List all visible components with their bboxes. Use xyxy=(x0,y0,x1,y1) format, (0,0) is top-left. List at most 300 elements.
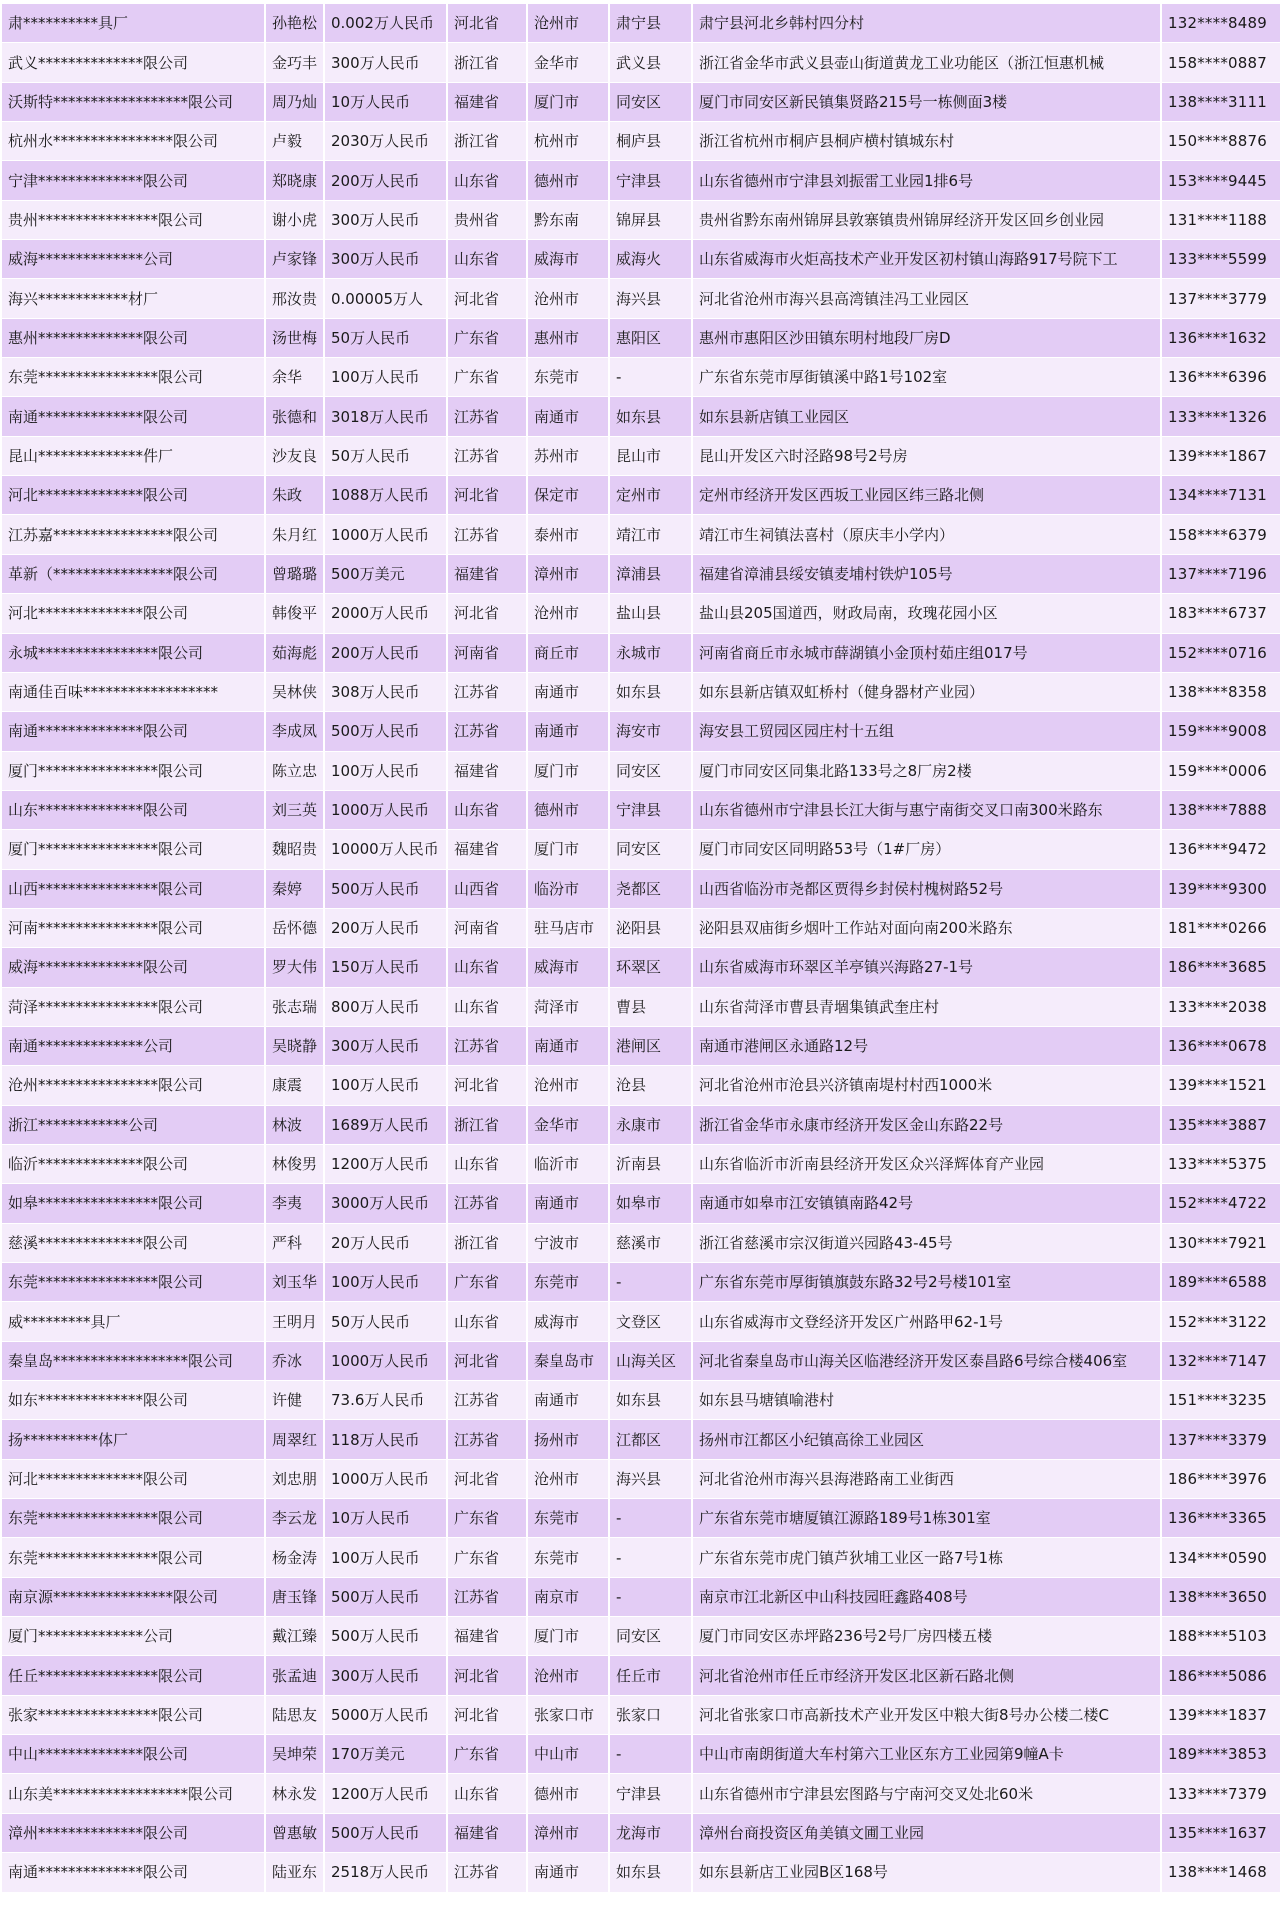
registered-capital-cell: 73.6万人民币 xyxy=(325,1381,446,1419)
phone-cell: 138****3650 xyxy=(1162,1578,1280,1616)
district-cell: 宁津县 xyxy=(610,161,691,199)
district-cell: 如东县 xyxy=(610,1381,691,1419)
legal-rep-cell: 刘玉华 xyxy=(266,1263,323,1301)
province-cell: 广东省 xyxy=(448,1263,526,1301)
phone-cell: 151****3235 xyxy=(1162,1381,1280,1419)
table-row xyxy=(2,634,1280,672)
registered-capital-cell: 100万人民币 xyxy=(325,358,446,396)
table-row xyxy=(2,1578,1280,1616)
table-row xyxy=(2,1853,1280,1891)
district-cell: 永康市 xyxy=(610,1106,691,1144)
company-name-cell: 昆山**************件厂 xyxy=(2,437,264,475)
district-cell: 武义县 xyxy=(610,43,691,81)
legal-rep-cell: 罗大伟 xyxy=(266,948,323,986)
table-row xyxy=(2,1342,1280,1380)
province-cell: 江苏省 xyxy=(448,1184,526,1222)
registered-capital-cell: 5000万人民币 xyxy=(325,1696,446,1734)
legal-rep-cell: 吴坤荣 xyxy=(266,1735,323,1773)
address-cell: 山东省威海市火炬高技术产业开发区初村镇山海路917号院下工 xyxy=(693,240,1160,278)
district-cell: 同安区 xyxy=(610,1617,691,1655)
phone-cell: 138****7888 xyxy=(1162,791,1280,829)
phone-cell: 132****8489 xyxy=(1162,4,1280,42)
city-cell: 南通市 xyxy=(528,1381,608,1419)
table-row xyxy=(2,1617,1280,1655)
company-name-cell: 扬**********体厂 xyxy=(2,1420,264,1458)
legal-rep-cell: 吴晓静 xyxy=(266,1027,323,1065)
district-cell: 慈溪市 xyxy=(610,1224,691,1262)
district-cell: 海兴县 xyxy=(610,1460,691,1498)
address-cell: 河北省沧州市沧县兴济镇南堤村村西1000米 xyxy=(693,1066,1160,1104)
legal-rep-cell: 林永发 xyxy=(266,1774,323,1812)
phone-cell: 139****9300 xyxy=(1162,870,1280,908)
phone-cell: 137****7196 xyxy=(1162,555,1280,593)
registered-capital-cell: 200万人民币 xyxy=(325,634,446,672)
table-row xyxy=(2,1145,1280,1183)
city-cell: 南通市 xyxy=(528,397,608,435)
city-cell: 厦门市 xyxy=(528,830,608,868)
address-cell: 海安县工贸园区园庄村十五组 xyxy=(693,712,1160,750)
address-cell: 惠州市惠阳区沙田镇东明村地段厂房D xyxy=(693,319,1160,357)
phone-cell: 136****3365 xyxy=(1162,1499,1280,1537)
legal-rep-cell: 周翠红 xyxy=(266,1420,323,1458)
company-name-cell: 东莞****************限公司 xyxy=(2,1499,264,1537)
company-name-cell: 如皋****************限公司 xyxy=(2,1184,264,1222)
legal-rep-cell: 曾璐璐 xyxy=(266,555,323,593)
registered-capital-cell: 500万人民币 xyxy=(325,870,446,908)
phone-cell: 139****1521 xyxy=(1162,1066,1280,1104)
address-cell: 广东省东莞市塘厦镇江源路189号1栋301室 xyxy=(693,1499,1160,1537)
legal-rep-cell: 朱政 xyxy=(266,476,323,514)
city-cell: 威海市 xyxy=(528,948,608,986)
address-cell: 广东省东莞市厚街镇旗鼓东路32号2号楼101室 xyxy=(693,1263,1160,1301)
table-row xyxy=(2,712,1280,750)
province-cell: 浙江省 xyxy=(448,1106,526,1144)
phone-cell: 186****3976 xyxy=(1162,1460,1280,1498)
phone-cell: 133****2038 xyxy=(1162,988,1280,1026)
province-cell: 江苏省 xyxy=(448,397,526,435)
province-cell: 福建省 xyxy=(448,1814,526,1852)
company-name-cell: 东莞****************限公司 xyxy=(2,358,264,396)
company-name-cell: 江苏嘉****************限公司 xyxy=(2,515,264,553)
phone-cell: 189****3853 xyxy=(1162,1735,1280,1773)
legal-rep-cell: 张志瑞 xyxy=(266,988,323,1026)
district-cell: 定州市 xyxy=(610,476,691,514)
phone-cell: 181****0266 xyxy=(1162,909,1280,947)
registered-capital-cell: 300万人民币 xyxy=(325,201,446,239)
table-row xyxy=(2,830,1280,868)
table-row xyxy=(2,1184,1280,1222)
company-name-cell: 肃**********具厂 xyxy=(2,4,264,42)
province-cell: 山东省 xyxy=(448,1302,526,1340)
legal-rep-cell: 唐玉锋 xyxy=(266,1578,323,1616)
table-row xyxy=(2,988,1280,1026)
phone-cell: 132****7147 xyxy=(1162,1342,1280,1380)
address-cell: 南通市如皋市江安镇镇南路42号 xyxy=(693,1184,1160,1222)
registered-capital-cell: 1000万人民币 xyxy=(325,791,446,829)
phone-cell: 189****6588 xyxy=(1162,1263,1280,1301)
company-table xyxy=(0,3,1280,1893)
district-cell: 如东县 xyxy=(610,397,691,435)
district-cell: 海兴县 xyxy=(610,279,691,317)
address-cell: 厦门市同安区赤坪路236号2号厂房四楼五楼 xyxy=(693,1617,1160,1655)
company-name-cell: 南通**************限公司 xyxy=(2,1853,264,1891)
company-name-cell: 杭州水****************限公司 xyxy=(2,122,264,160)
legal-rep-cell: 严科 xyxy=(266,1224,323,1262)
district-cell: 港闸区 xyxy=(610,1027,691,1065)
city-cell: 厦门市 xyxy=(528,752,608,790)
legal-rep-cell: 张孟迪 xyxy=(266,1656,323,1694)
registered-capital-cell: 0.00005万人 xyxy=(325,279,446,317)
address-cell: 漳州台商投资区角美镇文圃工业园 xyxy=(693,1814,1160,1852)
company-name-cell: 山东**************限公司 xyxy=(2,791,264,829)
address-cell: 浙江省金华市永康市经济开发区金山东路22号 xyxy=(693,1106,1160,1144)
company-name-cell: 如东**************限公司 xyxy=(2,1381,264,1419)
city-cell: 沧州市 xyxy=(528,1460,608,1498)
district-cell: 沧县 xyxy=(610,1066,691,1104)
district-cell: 尧都区 xyxy=(610,870,691,908)
table-row xyxy=(2,1656,1280,1694)
legal-rep-cell: 周乃灿 xyxy=(266,83,323,121)
legal-rep-cell: 杨金涛 xyxy=(266,1538,323,1576)
registered-capital-cell: 100万人民币 xyxy=(325,1066,446,1104)
city-cell: 泰州市 xyxy=(528,515,608,553)
address-cell: 盐山县205国道西，财政局南，玫瑰花园小区 xyxy=(693,594,1160,632)
company-name-cell: 河北**************限公司 xyxy=(2,594,264,632)
district-cell: 张家口 xyxy=(610,1696,691,1734)
company-name-cell: 东莞****************限公司 xyxy=(2,1263,264,1301)
company-name-cell: 沃斯特******************限公司 xyxy=(2,83,264,121)
province-cell: 河北省 xyxy=(448,1696,526,1734)
city-cell: 秦皇岛市 xyxy=(528,1342,608,1380)
phone-cell: 136****6396 xyxy=(1162,358,1280,396)
city-cell: 威海市 xyxy=(528,1302,608,1340)
legal-rep-cell: 金巧丰 xyxy=(266,43,323,81)
district-cell: 宁津县 xyxy=(610,791,691,829)
district-cell: - xyxy=(610,358,691,396)
address-cell: 浙江省慈溪市宗汉街道兴园路43-45号 xyxy=(693,1224,1160,1262)
phone-cell: 136****9472 xyxy=(1162,830,1280,868)
province-cell: 江苏省 xyxy=(448,1853,526,1891)
province-cell: 河南省 xyxy=(448,634,526,672)
district-cell: 宁津县 xyxy=(610,1774,691,1812)
phone-cell: 139****1867 xyxy=(1162,437,1280,475)
province-cell: 广东省 xyxy=(448,319,526,357)
table-row xyxy=(2,201,1280,239)
legal-rep-cell: 谢小虎 xyxy=(266,201,323,239)
province-cell: 江苏省 xyxy=(448,1578,526,1616)
company-name-cell: 南通佳百味****************** xyxy=(2,673,264,711)
table-row xyxy=(2,1420,1280,1458)
city-cell: 漳州市 xyxy=(528,1814,608,1852)
company-name-cell: 海兴************材厂 xyxy=(2,279,264,317)
province-cell: 河北省 xyxy=(448,1656,526,1694)
province-cell: 山东省 xyxy=(448,791,526,829)
legal-rep-cell: 刘忠朋 xyxy=(266,1460,323,1498)
table-row xyxy=(2,1735,1280,1773)
company-name-cell: 武义**************限公司 xyxy=(2,43,264,81)
registered-capital-cell: 500万美元 xyxy=(325,555,446,593)
district-cell: 肃宁县 xyxy=(610,4,691,42)
address-cell: 山东省威海市环翠区羊亭镇兴海路27-1号 xyxy=(693,948,1160,986)
phone-cell: 150****8876 xyxy=(1162,122,1280,160)
registered-capital-cell: 0.002万人民币 xyxy=(325,4,446,42)
city-cell: 东莞市 xyxy=(528,1499,608,1537)
address-cell: 昆山开发区六时泾路98号2号房 xyxy=(693,437,1160,475)
company-name-cell: 厦门****************限公司 xyxy=(2,752,264,790)
company-name-cell: 威*********具厂 xyxy=(2,1302,264,1340)
registered-capital-cell: 2000万人民币 xyxy=(325,594,446,632)
address-cell: 广东省东莞市厚街镇溪中路1号102室 xyxy=(693,358,1160,396)
province-cell: 江苏省 xyxy=(448,1027,526,1065)
province-cell: 河北省 xyxy=(448,1066,526,1104)
province-cell: 山东省 xyxy=(448,1774,526,1812)
district-cell: - xyxy=(610,1578,691,1616)
district-cell: 曹县 xyxy=(610,988,691,1026)
province-cell: 福建省 xyxy=(448,1617,526,1655)
registered-capital-cell: 1088万人民币 xyxy=(325,476,446,514)
table-row xyxy=(2,1774,1280,1812)
phone-cell: 139****1837 xyxy=(1162,1696,1280,1734)
table-row xyxy=(2,594,1280,632)
province-cell: 贵州省 xyxy=(448,201,526,239)
city-cell: 沧州市 xyxy=(528,1066,608,1104)
city-cell: 南通市 xyxy=(528,673,608,711)
company-name-cell: 厦门**************公司 xyxy=(2,1617,264,1655)
phone-cell: 135****3887 xyxy=(1162,1106,1280,1144)
district-cell: 盐山县 xyxy=(610,594,691,632)
phone-cell: 158****6379 xyxy=(1162,515,1280,553)
address-cell: 河北省张家口市高新技术产业开发区中粮大街8号办公楼二楼C xyxy=(693,1696,1160,1734)
registered-capital-cell: 118万人民币 xyxy=(325,1420,446,1458)
province-cell: 山东省 xyxy=(448,161,526,199)
legal-rep-cell: 康震 xyxy=(266,1066,323,1104)
province-cell: 河北省 xyxy=(448,594,526,632)
province-cell: 福建省 xyxy=(448,830,526,868)
city-cell: 厦门市 xyxy=(528,83,608,121)
legal-rep-cell: 朱月红 xyxy=(266,515,323,553)
phone-cell: 152****4722 xyxy=(1162,1184,1280,1222)
company-name-cell: 河北**************限公司 xyxy=(2,476,264,514)
company-name-cell: 慈溪**************限公司 xyxy=(2,1224,264,1262)
registered-capital-cell: 100万人民币 xyxy=(325,1538,446,1576)
registered-capital-cell: 308万人民币 xyxy=(325,673,446,711)
registered-capital-cell: 10万人民币 xyxy=(325,1499,446,1537)
registered-capital-cell: 1000万人民币 xyxy=(325,1342,446,1380)
address-cell: 河北省秦皇岛市山海关区临港经济开发区泰昌路6号综合楼406室 xyxy=(693,1342,1160,1380)
address-cell: 厦门市同安区同集北路133号之8厂房2楼 xyxy=(693,752,1160,790)
city-cell: 漳州市 xyxy=(528,555,608,593)
province-cell: 河北省 xyxy=(448,1342,526,1380)
address-cell: 厦门市同安区新民镇集贤路215号一栋侧面3楼 xyxy=(693,83,1160,121)
address-cell: 河北省沧州市海兴县高湾镇洼冯工业园区 xyxy=(693,279,1160,317)
company-name-cell: 山东美******************限公司 xyxy=(2,1774,264,1812)
district-cell: 江都区 xyxy=(610,1420,691,1458)
address-cell: 山东省德州市宁津县长江大街与惠宁南街交叉口南300米路东 xyxy=(693,791,1160,829)
phone-cell: 159****0006 xyxy=(1162,752,1280,790)
phone-cell: 138****1468 xyxy=(1162,1853,1280,1891)
legal-rep-cell: 吴林侠 xyxy=(266,673,323,711)
district-cell: 漳浦县 xyxy=(610,555,691,593)
district-cell: 同安区 xyxy=(610,83,691,121)
company-name-cell: 威海**************限公司 xyxy=(2,948,264,986)
table-row xyxy=(2,870,1280,908)
table-row xyxy=(2,4,1280,42)
registered-capital-cell: 100万人民币 xyxy=(325,752,446,790)
phone-cell: 133****5375 xyxy=(1162,1145,1280,1183)
table-row xyxy=(2,1814,1280,1852)
company-name-cell: 沧州****************限公司 xyxy=(2,1066,264,1104)
company-name-cell: 秦皇岛******************限公司 xyxy=(2,1342,264,1380)
city-cell: 保定市 xyxy=(528,476,608,514)
province-cell: 山西省 xyxy=(448,870,526,908)
address-cell: 浙江省杭州市桐庐县桐庐横村镇城东村 xyxy=(693,122,1160,160)
registered-capital-cell: 50万人民币 xyxy=(325,319,446,357)
company-name-cell: 中山**************限公司 xyxy=(2,1735,264,1773)
address-cell: 浙江省金华市武义县壶山街道黄龙工业功能区（浙江恒惠机械 xyxy=(693,43,1160,81)
registered-capital-cell: 1689万人民币 xyxy=(325,1106,446,1144)
phone-cell: 188****5103 xyxy=(1162,1617,1280,1655)
city-cell: 威海市 xyxy=(528,240,608,278)
city-cell: 沧州市 xyxy=(528,279,608,317)
registered-capital-cell: 3000万人民币 xyxy=(325,1184,446,1222)
company-name-cell: 河南****************限公司 xyxy=(2,909,264,947)
district-cell: 山海关区 xyxy=(610,1342,691,1380)
province-cell: 河北省 xyxy=(448,279,526,317)
company-name-cell: 菏泽****************限公司 xyxy=(2,988,264,1026)
company-name-cell: 东莞****************限公司 xyxy=(2,1538,264,1576)
table-row xyxy=(2,1302,1280,1340)
province-cell: 广东省 xyxy=(448,358,526,396)
district-cell: 靖江市 xyxy=(610,515,691,553)
city-cell: 沧州市 xyxy=(528,1656,608,1694)
legal-rep-cell: 许健 xyxy=(266,1381,323,1419)
address-cell: 扬州市江都区小纪镇高徐工业园区 xyxy=(693,1420,1160,1458)
legal-rep-cell: 陈立忠 xyxy=(266,752,323,790)
city-cell: 德州市 xyxy=(528,791,608,829)
phone-cell: 134****0590 xyxy=(1162,1538,1280,1576)
registered-capital-cell: 500万人民币 xyxy=(325,1578,446,1616)
district-cell: 同安区 xyxy=(610,830,691,868)
city-cell: 杭州市 xyxy=(528,122,608,160)
company-name-cell: 浙江************公司 xyxy=(2,1106,264,1144)
registered-capital-cell: 200万人民币 xyxy=(325,161,446,199)
table-row xyxy=(2,909,1280,947)
district-cell: 文登区 xyxy=(610,1302,691,1340)
address-cell: 福建省漳浦县绥安镇麦埔村铁炉105号 xyxy=(693,555,1160,593)
province-cell: 广东省 xyxy=(448,1499,526,1537)
city-cell: 东莞市 xyxy=(528,358,608,396)
registered-capital-cell: 800万人民币 xyxy=(325,988,446,1026)
address-cell: 泌阳县双庙街乡烟叶工作站对面向南200米路东 xyxy=(693,909,1160,947)
province-cell: 江苏省 xyxy=(448,712,526,750)
address-cell: 如东县新店工业园B区168号 xyxy=(693,1853,1160,1891)
registered-capital-cell: 2518万人民币 xyxy=(325,1853,446,1891)
city-cell: 德州市 xyxy=(528,161,608,199)
district-cell: - xyxy=(610,1735,691,1773)
province-cell: 江苏省 xyxy=(448,673,526,711)
district-cell: 海安市 xyxy=(610,712,691,750)
city-cell: 中山市 xyxy=(528,1735,608,1773)
legal-rep-cell: 秦婷 xyxy=(266,870,323,908)
province-cell: 河南省 xyxy=(448,909,526,947)
phone-cell: 136****0678 xyxy=(1162,1027,1280,1065)
table-row xyxy=(2,515,1280,553)
province-cell: 浙江省 xyxy=(448,1224,526,1262)
province-cell: 山东省 xyxy=(448,948,526,986)
table-row xyxy=(2,1027,1280,1065)
address-cell: 如东县新店镇双虹桥村（健身器材产业园） xyxy=(693,673,1160,711)
address-cell: 贵州省黔东南州锦屏县敦寨镇贵州锦屏经济开发区回乡创业园 xyxy=(693,201,1160,239)
legal-rep-cell: 王明月 xyxy=(266,1302,323,1340)
city-cell: 驻马店市 xyxy=(528,909,608,947)
phone-cell: 159****9008 xyxy=(1162,712,1280,750)
city-cell: 东莞市 xyxy=(528,1263,608,1301)
registered-capital-cell: 150万人民币 xyxy=(325,948,446,986)
legal-rep-cell: 李成凤 xyxy=(266,712,323,750)
province-cell: 江苏省 xyxy=(448,437,526,475)
phone-cell: 137****3379 xyxy=(1162,1420,1280,1458)
table-row xyxy=(2,43,1280,81)
legal-rep-cell: 沙友良 xyxy=(266,437,323,475)
company-name-cell: 南通**************公司 xyxy=(2,1027,264,1065)
company-name-cell: 河北**************限公司 xyxy=(2,1460,264,1498)
registered-capital-cell: 200万人民币 xyxy=(325,909,446,947)
city-cell: 金华市 xyxy=(528,43,608,81)
phone-cell: 133****5599 xyxy=(1162,240,1280,278)
company-name-cell: 临沂**************限公司 xyxy=(2,1145,264,1183)
district-cell: 桐庐县 xyxy=(610,122,691,160)
legal-rep-cell: 茹海彪 xyxy=(266,634,323,672)
registered-capital-cell: 300万人民币 xyxy=(325,1656,446,1694)
table-row xyxy=(2,240,1280,278)
legal-rep-cell: 汤世梅 xyxy=(266,319,323,357)
registered-capital-cell: 10万人民币 xyxy=(325,83,446,121)
address-cell: 山东省威海市文登经济开发区广州路甲62-1号 xyxy=(693,1302,1160,1340)
legal-rep-cell: 卢家锋 xyxy=(266,240,323,278)
city-cell: 商丘市 xyxy=(528,634,608,672)
phone-cell: 135****1637 xyxy=(1162,1814,1280,1852)
table-row xyxy=(2,1263,1280,1301)
city-cell: 沧州市 xyxy=(528,594,608,632)
phone-cell: 158****0887 xyxy=(1162,43,1280,81)
legal-rep-cell: 孙艳松 xyxy=(266,4,323,42)
phone-cell: 130****7921 xyxy=(1162,1224,1280,1262)
table-row xyxy=(2,358,1280,396)
address-cell: 靖江市生祠镇法喜村（原庆丰小学内） xyxy=(693,515,1160,553)
legal-rep-cell: 曾惠敏 xyxy=(266,1814,323,1852)
phone-cell: 137****3779 xyxy=(1162,279,1280,317)
district-cell: 沂南县 xyxy=(610,1145,691,1183)
table-row xyxy=(2,1381,1280,1419)
phone-cell: 133****7379 xyxy=(1162,1774,1280,1812)
province-cell: 江苏省 xyxy=(448,1381,526,1419)
district-cell: 锦屏县 xyxy=(610,201,691,239)
company-name-cell: 革新（****************限公司 xyxy=(2,555,264,593)
district-cell: 如东县 xyxy=(610,1853,691,1891)
company-name-cell: 南通**************限公司 xyxy=(2,397,264,435)
legal-rep-cell: 林俊男 xyxy=(266,1145,323,1183)
province-cell: 江苏省 xyxy=(448,515,526,553)
legal-rep-cell: 陆思友 xyxy=(266,1696,323,1734)
province-cell: 江苏省 xyxy=(448,1420,526,1458)
legal-rep-cell: 郑晓康 xyxy=(266,161,323,199)
district-cell: 惠阳区 xyxy=(610,319,691,357)
registered-capital-cell: 300万人民币 xyxy=(325,43,446,81)
table-row xyxy=(2,555,1280,593)
company-name-cell: 张家****************限公司 xyxy=(2,1696,264,1734)
phone-cell: 136****1632 xyxy=(1162,319,1280,357)
legal-rep-cell: 岳怀德 xyxy=(266,909,323,947)
